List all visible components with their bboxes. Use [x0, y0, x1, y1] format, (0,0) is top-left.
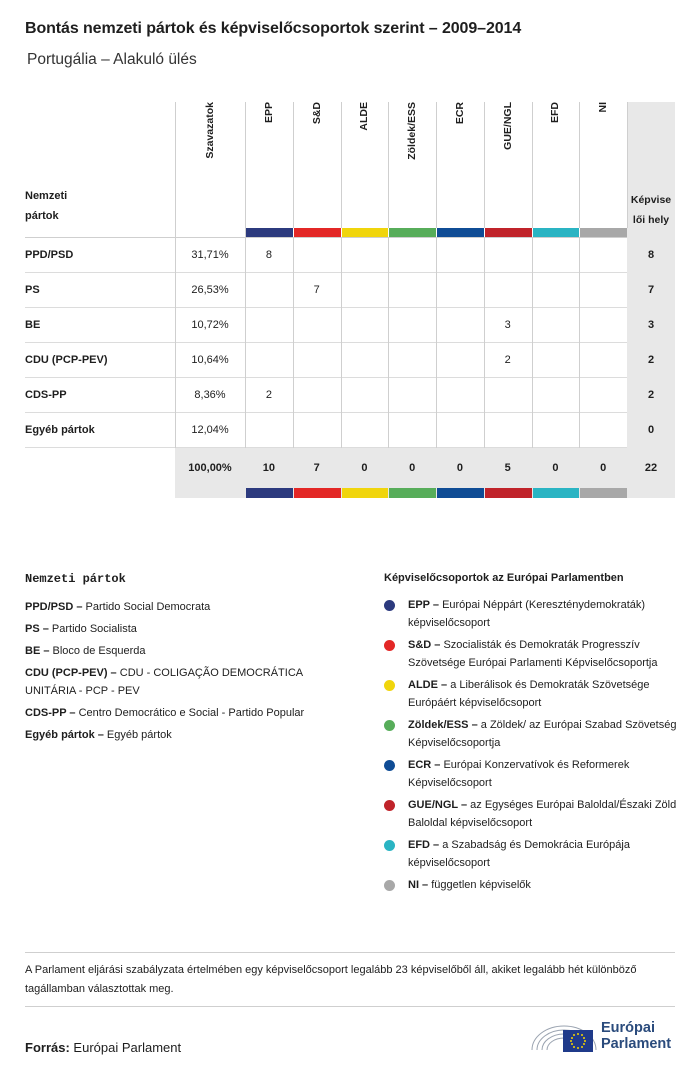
table-row	[25, 413, 675, 448]
group-seat-cell	[436, 308, 484, 343]
group-legend-item	[384, 636, 684, 672]
vote-share-cell: 10,72%	[191, 319, 229, 331]
group-column-header	[293, 102, 341, 228]
table-row	[25, 308, 675, 343]
group-color-bar	[294, 228, 341, 237]
group-seat-cell	[436, 238, 484, 273]
group-color-bar	[246, 228, 293, 237]
party-name-cell: BE	[25, 319, 41, 331]
page-title: Bontás nemzeti pártok és képviselőcsoportok szerint – 2009–2014	[25, 20, 522, 37]
total-row	[25, 448, 675, 498]
seats-column-header	[627, 102, 675, 238]
group-color-bar	[294, 488, 341, 498]
group-color-dot-icon	[384, 760, 395, 771]
group-seat-cell	[341, 238, 389, 273]
group-seat-cell	[293, 238, 341, 273]
group-color-bar	[580, 228, 627, 237]
seats-header-line2: lői hely	[632, 214, 670, 226]
group-seat-cell	[341, 378, 389, 413]
group-legend-item	[384, 716, 684, 752]
total-votes-cell: 100,00%	[188, 462, 232, 474]
group-color-bar	[246, 488, 293, 498]
group-seat-cell	[579, 343, 627, 378]
group-seat-cell	[388, 308, 436, 343]
group-seat-cell	[532, 378, 580, 413]
group-seat-cell	[484, 273, 532, 308]
party-legend-item	[25, 664, 355, 700]
party-abbreviation: CDS-PP –	[25, 707, 76, 719]
group-seat-cell	[388, 343, 436, 378]
group-color-bar	[533, 228, 580, 237]
page-subtitle: Portugália – Alakuló ülés	[27, 51, 197, 68]
group-seat-cell: 3	[504, 319, 511, 331]
source-value: Európai Parlament	[73, 1040, 182, 1055]
group-seat-cell: 8	[265, 249, 272, 261]
party-full-name: Egyéb pártok	[106, 729, 172, 741]
group-seat-cell	[293, 413, 341, 448]
total-group-cell: 5	[504, 462, 511, 474]
group-color-bar	[580, 488, 627, 498]
group-seat-cell	[245, 308, 293, 343]
group-header-label: EPP	[262, 102, 275, 124]
group-seat-cell	[341, 413, 389, 448]
group-seat-cell	[579, 378, 627, 413]
footnote: A Parlament eljárási szabályzata értelmében egy képviselőcsoport legalább 23 képviselőből áll, akiket legalább hét különböző tagállamban választottak meg.	[25, 964, 637, 995]
party-legend-item	[25, 642, 355, 660]
group-color-bar	[437, 228, 484, 237]
party-header-line2: pártok	[25, 210, 59, 222]
table-header	[25, 102, 675, 238]
group-abbreviation: EPP –	[408, 599, 439, 611]
group-seat-cell	[388, 413, 436, 448]
total-group-cell: 0	[456, 462, 463, 474]
party-name-cell: CDU (PCP-PEV)	[25, 354, 108, 366]
group-color-bar	[342, 228, 389, 237]
source-line	[25, 1040, 181, 1055]
total-group-cell: 0	[409, 462, 416, 474]
group-full-name: a Zöldek/ az Európai Szabad Szövetség Képviselőcsoportja	[408, 719, 677, 749]
vote-share-cell: 26,53%	[191, 284, 229, 296]
group-full-name: a Liberálisok és Demokraták Szövetsége Európáért képviselőcsoport	[408, 679, 650, 709]
party-legend-item	[25, 726, 355, 744]
vote-share-cell: 8,36%	[194, 389, 226, 401]
group-abbreviation: EFD –	[408, 839, 440, 851]
seats-total-cell: 0	[627, 413, 675, 448]
group-abbreviation: ALDE –	[408, 679, 448, 691]
table-row	[25, 378, 675, 413]
seats-total-cell: 8	[627, 238, 675, 273]
seats-total-cell: 2	[627, 343, 675, 378]
total-group-cell: 0	[600, 462, 607, 474]
group-column-header	[484, 102, 532, 228]
group-seat-cell	[388, 378, 436, 413]
total-seats-cell: 22	[644, 462, 658, 474]
party-name-cell: CDS-PP	[25, 389, 67, 401]
votes-column-header	[175, 102, 245, 228]
group-seat-cell: 2	[265, 389, 272, 401]
party-legend-heading: Nemzeti pártok	[25, 572, 126, 586]
group-color-bar	[389, 488, 436, 498]
group-column-header	[388, 102, 436, 228]
group-seat-cell	[293, 308, 341, 343]
party-full-name: CDU - COLIGAÇÃO DEMOCRÁTICA UNITÁRIA - PCP - PEV	[25, 667, 303, 697]
group-color-dot-icon	[384, 600, 395, 611]
group-column-header	[532, 102, 580, 228]
group-seat-cell	[341, 308, 389, 343]
group-seat-cell	[532, 343, 580, 378]
group-color-dot-icon	[384, 720, 395, 731]
party-full-name: Centro Democrático e Social - Partido Popular	[78, 707, 305, 719]
group-seat-cell	[579, 308, 627, 343]
group-seat-cell: 7	[313, 284, 320, 296]
party-header-line1: Nemzeti	[25, 190, 68, 202]
column-separator	[175, 102, 176, 238]
party-name-cell: PPD/PSD	[25, 249, 74, 261]
group-seat-cell	[579, 238, 627, 273]
group-seat-cell	[341, 343, 389, 378]
group-seat-cell	[293, 343, 341, 378]
group-full-name: Szocialisták és Demokraták Progresszív Szövetsége Európai Parlamenti Képviselőcsoportja	[408, 639, 658, 669]
group-color-dot-icon	[384, 840, 395, 851]
party-abbreviation: Egyéb pártok –	[25, 729, 104, 741]
group-seat-cell: 2	[504, 354, 511, 366]
group-header-label: Zöldek/ESS	[406, 102, 419, 160]
party-full-name: Bloco de Esquerda	[52, 645, 146, 657]
group-full-name: Európai Néppárt (Kereszténydemokraták) képviselőcsoport	[408, 599, 646, 629]
group-seat-cell	[245, 413, 293, 448]
vote-share-cell: 10,64%	[191, 354, 229, 366]
group-seat-cell	[484, 238, 532, 273]
group-color-bar	[342, 488, 389, 498]
party-name-cell: Egyéb pártok	[25, 424, 95, 436]
group-seat-cell	[579, 273, 627, 308]
group-header-label: EFD	[549, 102, 562, 123]
group-full-name: független képviselők	[431, 879, 531, 891]
vote-share-cell: 12,04%	[191, 424, 229, 436]
party-legend-item	[25, 620, 355, 638]
column-separator	[627, 102, 628, 228]
group-seat-cell	[388, 273, 436, 308]
group-column-header	[579, 102, 627, 228]
group-legend-item	[384, 796, 684, 832]
party-legend-item	[25, 704, 355, 722]
source-label: Forrás:	[25, 1040, 70, 1055]
divider	[25, 1006, 675, 1007]
group-full-name: az Egységes Európai Baloldal/Északi Zöld Baloldal képviselőcsoport	[408, 799, 677, 829]
group-header-label: GUE/NGL	[501, 102, 514, 150]
results-table	[25, 102, 675, 498]
party-column-header	[25, 186, 115, 226]
group-legend-item	[384, 676, 684, 712]
table-row	[25, 273, 675, 308]
group-abbreviation: S&D –	[408, 639, 441, 651]
vote-share-cell: 31,71%	[191, 249, 229, 261]
group-legend-item	[384, 876, 684, 894]
group-seat-cell	[579, 413, 627, 448]
group-color-dot-icon	[384, 800, 395, 811]
group-seat-cell	[436, 378, 484, 413]
group-color-dot-icon	[384, 680, 395, 691]
group-seat-cell	[436, 273, 484, 308]
table-body	[25, 238, 675, 448]
group-color-dot-icon	[384, 640, 395, 651]
group-seat-cell	[341, 273, 389, 308]
party-full-name: Partido Socialista	[51, 623, 137, 635]
group-full-name: Európai Konzervatívok és Reformerek Képviselőcsoport	[408, 759, 630, 789]
party-abbreviation: PPD/PSD –	[25, 601, 83, 613]
seats-total-cell: 7	[627, 273, 675, 308]
group-full-name: a Szabadság és Demokrácia Európája képviselőcsoport	[408, 839, 630, 869]
party-legend-item	[25, 598, 355, 616]
group-seat-cell	[293, 378, 341, 413]
party-legend	[25, 572, 355, 748]
seats-header-line1: Képvise	[630, 194, 672, 206]
group-seat-cell	[484, 413, 532, 448]
group-legend-heading: Képviselőcsoportok az Európai Parlamentben	[384, 572, 624, 584]
group-color-dot-icon	[384, 880, 395, 891]
group-column-header	[436, 102, 484, 228]
total-group-cell: 7	[313, 462, 320, 474]
logo-line2: Parlament	[601, 1036, 672, 1052]
group-header-label: S&D	[310, 102, 323, 125]
seats-total-cell: 3	[627, 308, 675, 343]
group-header-label: NI	[597, 102, 610, 113]
group-column-header	[341, 102, 389, 228]
group-abbreviation: ECR –	[408, 759, 441, 771]
party-abbreviation: CDU (PCP-PEV) –	[25, 667, 117, 679]
group-header-label: ECR	[453, 102, 466, 125]
logo-wordmark	[601, 1020, 671, 1052]
table-row	[25, 343, 675, 378]
group-color-bar	[485, 228, 532, 237]
party-abbreviation: BE –	[25, 645, 50, 657]
logo-line1: Európai	[601, 1020, 655, 1036]
group-legend-item	[384, 756, 684, 792]
group-seat-cell	[532, 273, 580, 308]
seats-total-cell: 2	[627, 378, 675, 413]
total-group-cell: 0	[361, 462, 368, 474]
table-row	[25, 238, 675, 273]
group-legend	[384, 572, 684, 898]
group-abbreviation: NI –	[408, 879, 429, 891]
group-seat-cell	[388, 238, 436, 273]
group-color-bar	[437, 488, 484, 498]
group-seat-cell	[436, 343, 484, 378]
group-color-bar	[389, 228, 436, 237]
group-legend-item	[384, 836, 684, 872]
group-column-header	[245, 102, 293, 228]
divider	[25, 952, 675, 953]
group-color-bar	[533, 488, 580, 498]
group-seat-cell	[532, 238, 580, 273]
group-abbreviation: GUE/NGL –	[408, 799, 468, 811]
total-group-cell: 10	[262, 462, 275, 474]
group-color-bar	[485, 488, 532, 498]
votes-header-label: Szavazatok	[204, 102, 216, 159]
group-header-label: ALDE	[358, 102, 371, 131]
group-seat-cell	[245, 273, 293, 308]
group-seat-cell	[245, 343, 293, 378]
group-seat-cell	[532, 413, 580, 448]
party-abbreviation: PS –	[25, 623, 49, 635]
party-name-cell: PS	[25, 284, 40, 296]
party-full-name: Partido Social Democrata	[85, 601, 211, 613]
group-abbreviation: Zöldek/ESS –	[408, 719, 478, 731]
total-group-cell: 0	[552, 462, 559, 474]
group-seat-cell	[436, 413, 484, 448]
group-seat-cell	[484, 378, 532, 413]
group-legend-item	[384, 596, 684, 632]
group-seat-cell	[532, 308, 580, 343]
